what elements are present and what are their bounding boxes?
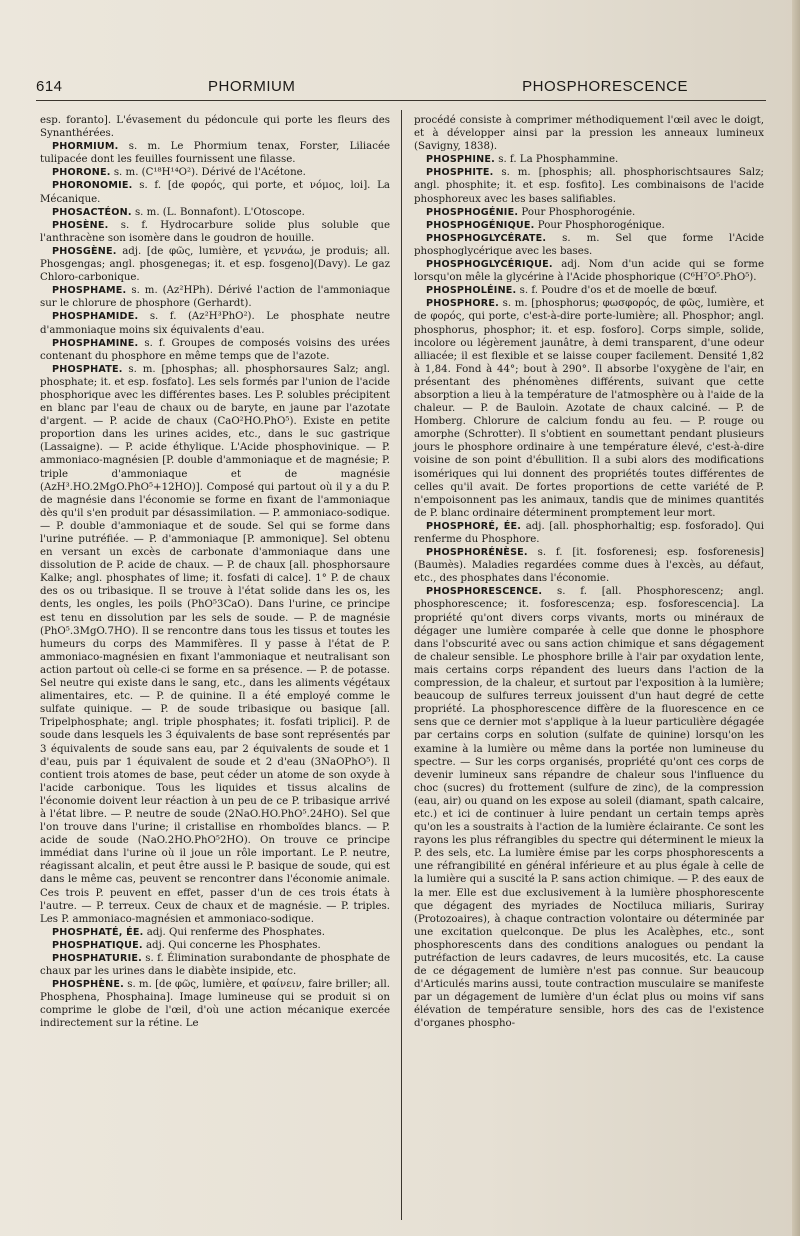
dictionary-entry — [40, 337, 390, 363]
dictionary-entry — [40, 114, 390, 140]
page-number: 614 — [36, 78, 63, 95]
entry-definition: adj. Qui renferme des Phosphates. — [143, 926, 325, 938]
entry-definition: s. m. [phosphis; all. phosphorischtsaures Salz; angl. phosphite; it. et esp. fosfito]. Les combinaisons de l'acide phosphoreux avec les bases salifiables. — [414, 167, 764, 205]
dictionary-entry — [414, 153, 764, 166]
entry-headword: PHORONOMIE. — [52, 180, 133, 192]
entry-definition: adj. [de φῶς, lumière, et γεννάω, je produis; all. Phosgengas; angl. phosgenegas; it. et esp. fosgeno](Davy). Le gaz Chloro-carbonique. — [40, 245, 390, 284]
entry-definition: s. m. (Az²HPh). Dérivé l'action de l'ammoniaque sur le chlorure de phosphore (Gerhardt). — [40, 285, 390, 310]
dictionary-entry — [40, 245, 390, 284]
entry-definition: s. f. (Az²H³PhO²). Le phosphate neutre d'ammoniaque moins six équivalents d'eau. — [40, 311, 390, 336]
entry-definition: s. m. [phosphorus; φωσφορός, de φῶς, lumière, et de φορός, qui porte, c'est-à-dire porte-lumière; all. Phosphor; angl. phosphorus, phosphor; it. et esp. fosforo]. Corps simple, solide, incolore ou légèrement jaunâtre, à demi transparent, d'une odeur alliacée; il est flexible et se laisse couper facilement. Densité 1,82 à 1,84. Fond à 44°; bout à 290°. Il absorbe l'oxygène de l'air, en présentant des phénomènes différents, suivant que cette absorption a lieu à la température de l'atmosphère ou à l'aide de la chaleur. — P. de Bauloin. Azotate de chaux calciné. — P. de Homberg. Chlorure de calcium fondu au feu. — P. rouge ou amorphe (Schrotter). Il s'obtient en soumettant pendant plusieurs jours le phosphore ordinaire à une température élevé, c'est-à-dire voisine de son point d'ébullition. Il a subi alors des modifications isomériques qui lui donnent des propriétés toutes différentes de celles qu'il avait. De fortes proportions de cette variété de P. n'empoisonnent pas les animaux, tandis que de minimes quantités de P. blanc ordinaire déterminent promptement leur mort. — [414, 298, 764, 519]
entry-headword: PHOSPHATIQUE. — [52, 939, 143, 951]
entry-headword: PHOSPHAMINE. — [52, 337, 139, 349]
entry-definition: adj. Nom d'un acide qui se forme lorsqu'on mêle la glycérine à l'Acide phosphorique (C⁶H⁷O⁵.PhO⁵). — [414, 259, 764, 284]
dictionary-entry — [40, 166, 390, 179]
entry-headword: PHOSGÈNE. — [52, 245, 117, 257]
entry-definition: s. m. Sel que forme l'Acide phosphoglycérique avec les bases. — [414, 232, 764, 257]
entry-headword: PHOSPHAME. — [52, 285, 127, 297]
entry-headword: PHOSPHINE. — [426, 154, 495, 166]
left-running-head: PHORMIUM — [208, 78, 296, 95]
entry-headword: PHOSPHORÉNÈSE. — [426, 547, 528, 559]
entry-headword: PHOSPHOGLYCÉRIQUE. — [426, 259, 553, 271]
entry-definition: s. f. Hydrocarbure solide plus soluble que l'anthracène son isomère dans le goudron de houille. — [40, 219, 390, 244]
entry-headword: PHOSPHÈNE. — [52, 979, 124, 991]
entry-headword: PHORONE. — [52, 167, 111, 179]
entry-headword: PHORMIUM. — [52, 141, 119, 153]
entry-headword: PHOSPHOGLYCÉRATE. — [426, 232, 547, 244]
dictionary-entry — [414, 166, 764, 205]
entry-definition: esp. foranto]. L'évasement du pédoncule qui porte les fleurs des Synanthérées. — [40, 115, 390, 140]
dictionary-entry — [40, 206, 390, 219]
entry-headword: PHOSPHATURIE. — [52, 953, 142, 964]
entry-headword: PHOSACTÉON. — [52, 206, 132, 218]
dictionary-entry — [40, 978, 390, 1030]
dictionary-entry — [414, 258, 764, 284]
entry-definition: s. m. (C¹⁸H¹⁴O²). Dérivé de l'Acétone. — [110, 167, 306, 179]
entry-headword: PHOSÈNE. — [52, 219, 109, 231]
entry-headword: PHOSPHOGÉNIQUE. — [426, 219, 535, 231]
entry-definition: s. m. [phosphas; all. phosphorsaures Salz; angl. phosphate; it. et esp. fosfato]. Les sels formés par l'union de l'acide phosphorique avec les différentes bases. Les P. solubles précipitent en blanc par l'eau de chaux ou de baryte, en jaune par l'azotate d'argent. — P. acide de chaux (CaO²HO.PhO⁵). Existe en petite proportion dans les urines acides, etc., dans le suc gastrique (Lassaigne). — P. acide éthylique. L'Acide phosphovinique. — P. ammoniaco-magnésien [P. double d'ammoniaque et de magnésie; P. triple d'ammoniaque et de magnésie (AzH³.HO.2MgO.PhO⁵+12HO)]. Composé qui partout où il y a du P. de magnésie dans l'économie se forme en fixant de l'ammoniaque dès qu'il s'en produit par désassimilation. — P. ammoniaco-sodique. — P. double d'ammoniaque et de soude. Sel qui se forme dans l'urine putréfiée. — P. d'ammoniaque [P. ammonique]. Sel obtenu en versant un excès de carbonate d'ammoniaque dans une dissolution de P. acide de chaux. — P. de chaux [all. phosphorsaure Kalke; angl. phosphates of lime; it. fosfati di calce]. 1° P. de chaux des os ou tribasique. Il se trouve à l'état solide dans les os, les dents, les ongles, les poils (PhO⁵3CaO). Dans l'urine, ce principe est tenu en dissolution par les sels de soude. — P. de magnésie (PhO⁵.3MgO.7HO). Il se rencontre dans tous les tissus et toutes les humeurs du corps des Mammifères. Il y passe à l'état de P. ammoniaco-magnésien en fixant l'ammoniaque et neutralisant son action partout où celle-ci se forme en sa présence. — P. de potasse. Sel neutre qui existe dans le sang, etc., dans les aliments végétaux alimentaires, etc. — P. de quinine. Il a été employé comme le sulfate quinique. — P. de soude tribasique ou basique [all. Tripelphosphate; angl. triple phosphates; it. fosfati triplici]. P. de soude dans lesquels les 3 équivalents de base sont représentés par 3 équivalents de soude sans eau, par 2 équivalents de soude et 1 d'eau, puis par 1 équivalent de soude et 2 d'eau (3NaOPhO⁵). Il contient trois atomes de base, peut céder un atome de son oxyde à l'acide carbonique. Tous les liquides et tissus alcalins de l'économie doivent leur réaction à un peu de ce P. tribasique arrivé à l'état libre. — P. neutre de soude (2NaO.HO.PhO⁵.24HO). Sel que l'on trouve dans l'urine; il cristallise en rhomboïdes blancs. — P. acide de soude (NaO.2HO.PhO⁵2HO). On trouve ce principe immédiat dans l'urine où il joue un rôle important. Le P. neutre, réagissant alcalin, et peut être aussi le P. basique de soude, qui est dans le même cas, peuvent se rencontrer dans l'économie animale. Ces trois P. peuvent en effet, passer d'un de ces trois états à l'autre. — P. terreux. Ceux de chaux et de magnésie. — P. triples. Les P. ammoniaco-magnésien et ammoniaco-sodique. — [40, 363, 390, 925]
entry-headword: PHOSPHITE. — [426, 167, 494, 179]
dictionary-entry — [414, 546, 764, 585]
right-running-head: PHOSPHORESCENCE — [522, 78, 688, 95]
header-rule — [36, 100, 766, 101]
dictionary-entry — [40, 939, 390, 952]
column-divider — [401, 110, 402, 1220]
entry-headword: PHOSPHORE. — [426, 298, 499, 310]
dictionary-entry — [40, 219, 390, 245]
entry-headword: PHOSPHOLÉINE. — [426, 285, 517, 297]
dictionary-entry — [414, 232, 764, 258]
page-edge — [792, 0, 800, 1236]
dictionary-entry — [414, 114, 764, 153]
dictionary-entry — [40, 926, 390, 939]
entry-definition: s. f. [all. Phosphorescenz; angl. phosphorescence; it. fosforescenza; esp. fosforescencia]. La propriété qu'ont divers corps vivants, morts ou minéraux de dégager une lumière comparée à celle que donne le phosphore dans l'obscurité avec ou sans action chimique et sans dégagement de chaleur sensible. Le phosphore brille à l'air par oxydation lente, mais certains corps répandent des lueurs dans l'action de la compression, de la chaleur, et surtout par l'exposition à la lumière; beaucoup de sulfures terreux jouissent d'un haut degré de cette propriété. La phosphorescence diffère de la fluorescence en ce sens que ce dernier mot s'applique à la lueur particulière dégagée par certains corps en solution (sulfate de quinine) lorsqu'on les examine à la lumière ou même dans la portée non lumineuse du spectre. — Sur les corps organisés, propriété qu'ont ces corps de devenir lumineux sans répandre de chaleur sous l'influence du choc (sucres) du frottement (sulfure de zinc), de la compression (eau, air) ou quand on les expose au soleil (diamant, spath calcaire, etc.) et ici de continuer à luire pendant un certain temps après qu'on les a soustraits à l'action de la lumière éclairante. Ce sont les rayons les plus réfrangibles du spectre qui déterminent le mieux la P. des sels, etc. La lumière émise par les corps phosphorescents a une réfrangibilité en général inférieure et au plus égale à celle de la lumière qui a suscité la P. sans action chimique. — P. des eaux de la mer. Elle est due exclusivement à la lumière phosphorescente que dégagent des myriades de Noctiluca miliaris, Suriray (Protozoaires), à chaque contraction volontaire ou déterminée par une excitation quelconque. De plus les Acalèphes, etc., sont phosphorescents dans des conditions analogues ou pendant la putréfaction de leurs cadavres, de leurs mucosités, etc. La cause de ce dégagement de lumière n'est pas connue. Sur beaucoup d'Articulés marins aussi, toute contraction musculaire se manifeste par un dégagement de lumière d'un éclat plus ou moins vif sans élévation de température sensible, hors des cas de l'existence d'organes phospho- — [414, 586, 764, 1030]
entry-definition: s. m. (L. Bonnafont). L'Otoscope. — [131, 206, 305, 218]
entry-definition: procédé consiste à comprimer méthodiquement l'œil avec le doigt, et à développer ainsi par la pression les anneaux lumineux (Savigny, 1838). — [414, 115, 764, 153]
dictionary-entry — [414, 585, 764, 1030]
dictionary-entry — [40, 284, 390, 310]
running-header — [36, 76, 778, 102]
entry-definition: s. f. Élimination surabondante de phosphate de chaux par les urines dans le diabète insipide, etc. — [40, 953, 390, 978]
dictionary-entry — [414, 284, 764, 297]
entry-definition: s. f. Poudre d'os et de moelle de bœuf. — [516, 285, 718, 297]
dictionary-entry — [40, 952, 390, 978]
entry-definition: s. f. La Phosphammine. — [494, 154, 619, 166]
entry-definition: Pour Phosphorogénique. — [534, 219, 665, 231]
dictionary-entry — [414, 520, 764, 546]
dictionary-entry — [40, 179, 390, 205]
dictionary-entry — [40, 363, 390, 926]
entry-definition: adj. [all. phosphorhaltig; esp. fosforado]. Qui renferme du Phosphore. — [414, 520, 764, 545]
left-column — [40, 114, 390, 1031]
entry-headword: PHOSPHORESCENCE. — [426, 586, 543, 598]
entry-headword: PHOSPHAMIDE. — [52, 311, 139, 323]
entry-definition: s. f. [it. fosforenesi; esp. fosforenesis] (Baumès). Maladies regardées comme dues à l'excès, au défaut, etc., des phosphates dans l'économie. — [414, 547, 764, 585]
entry-definition: s. m. Le Phormium tenax, Forster, Liliacée tulipacée dont les feuilles fournissent une filasse. — [40, 141, 390, 166]
right-column — [414, 114, 764, 1031]
dictionary-entry — [414, 297, 764, 520]
entry-definition: Pour Phosphorogénie. — [518, 206, 636, 218]
dictionary-entry — [40, 310, 390, 336]
entry-headword: PHOSPHOGÉNIE. — [426, 206, 519, 218]
dictionary-entry — [414, 219, 764, 232]
dictionary-entry — [414, 206, 764, 219]
entry-definition: s. m. [de φῶς, lumière, et φαίνειν, faire briller; all. Phosphena, Phosphaina]. Image lumineuse qui se produit si on comprime le globe de l'œil, d'où une action mécanique exercée indirectement sur la rétine. Le — [40, 979, 390, 1030]
entry-headword: PHOSPHORÉ, ÉE. — [426, 520, 522, 532]
dictionary-entry — [40, 140, 390, 166]
entry-definition: adj. Qui concerne les Phosphates. — [142, 939, 321, 951]
entry-definition: s. f. [de φορός, qui porte, et νόμος, loi]. La Mécanique. — [40, 180, 390, 205]
entry-definition: s. f. Groupes de composés voisins des urées contenant du phosphore en même temps que de l'azote. — [40, 337, 390, 362]
entry-headword: PHOSPHATE. — [52, 363, 123, 375]
entry-headword: PHOSPHATÉ, ÉE. — [52, 926, 144, 938]
